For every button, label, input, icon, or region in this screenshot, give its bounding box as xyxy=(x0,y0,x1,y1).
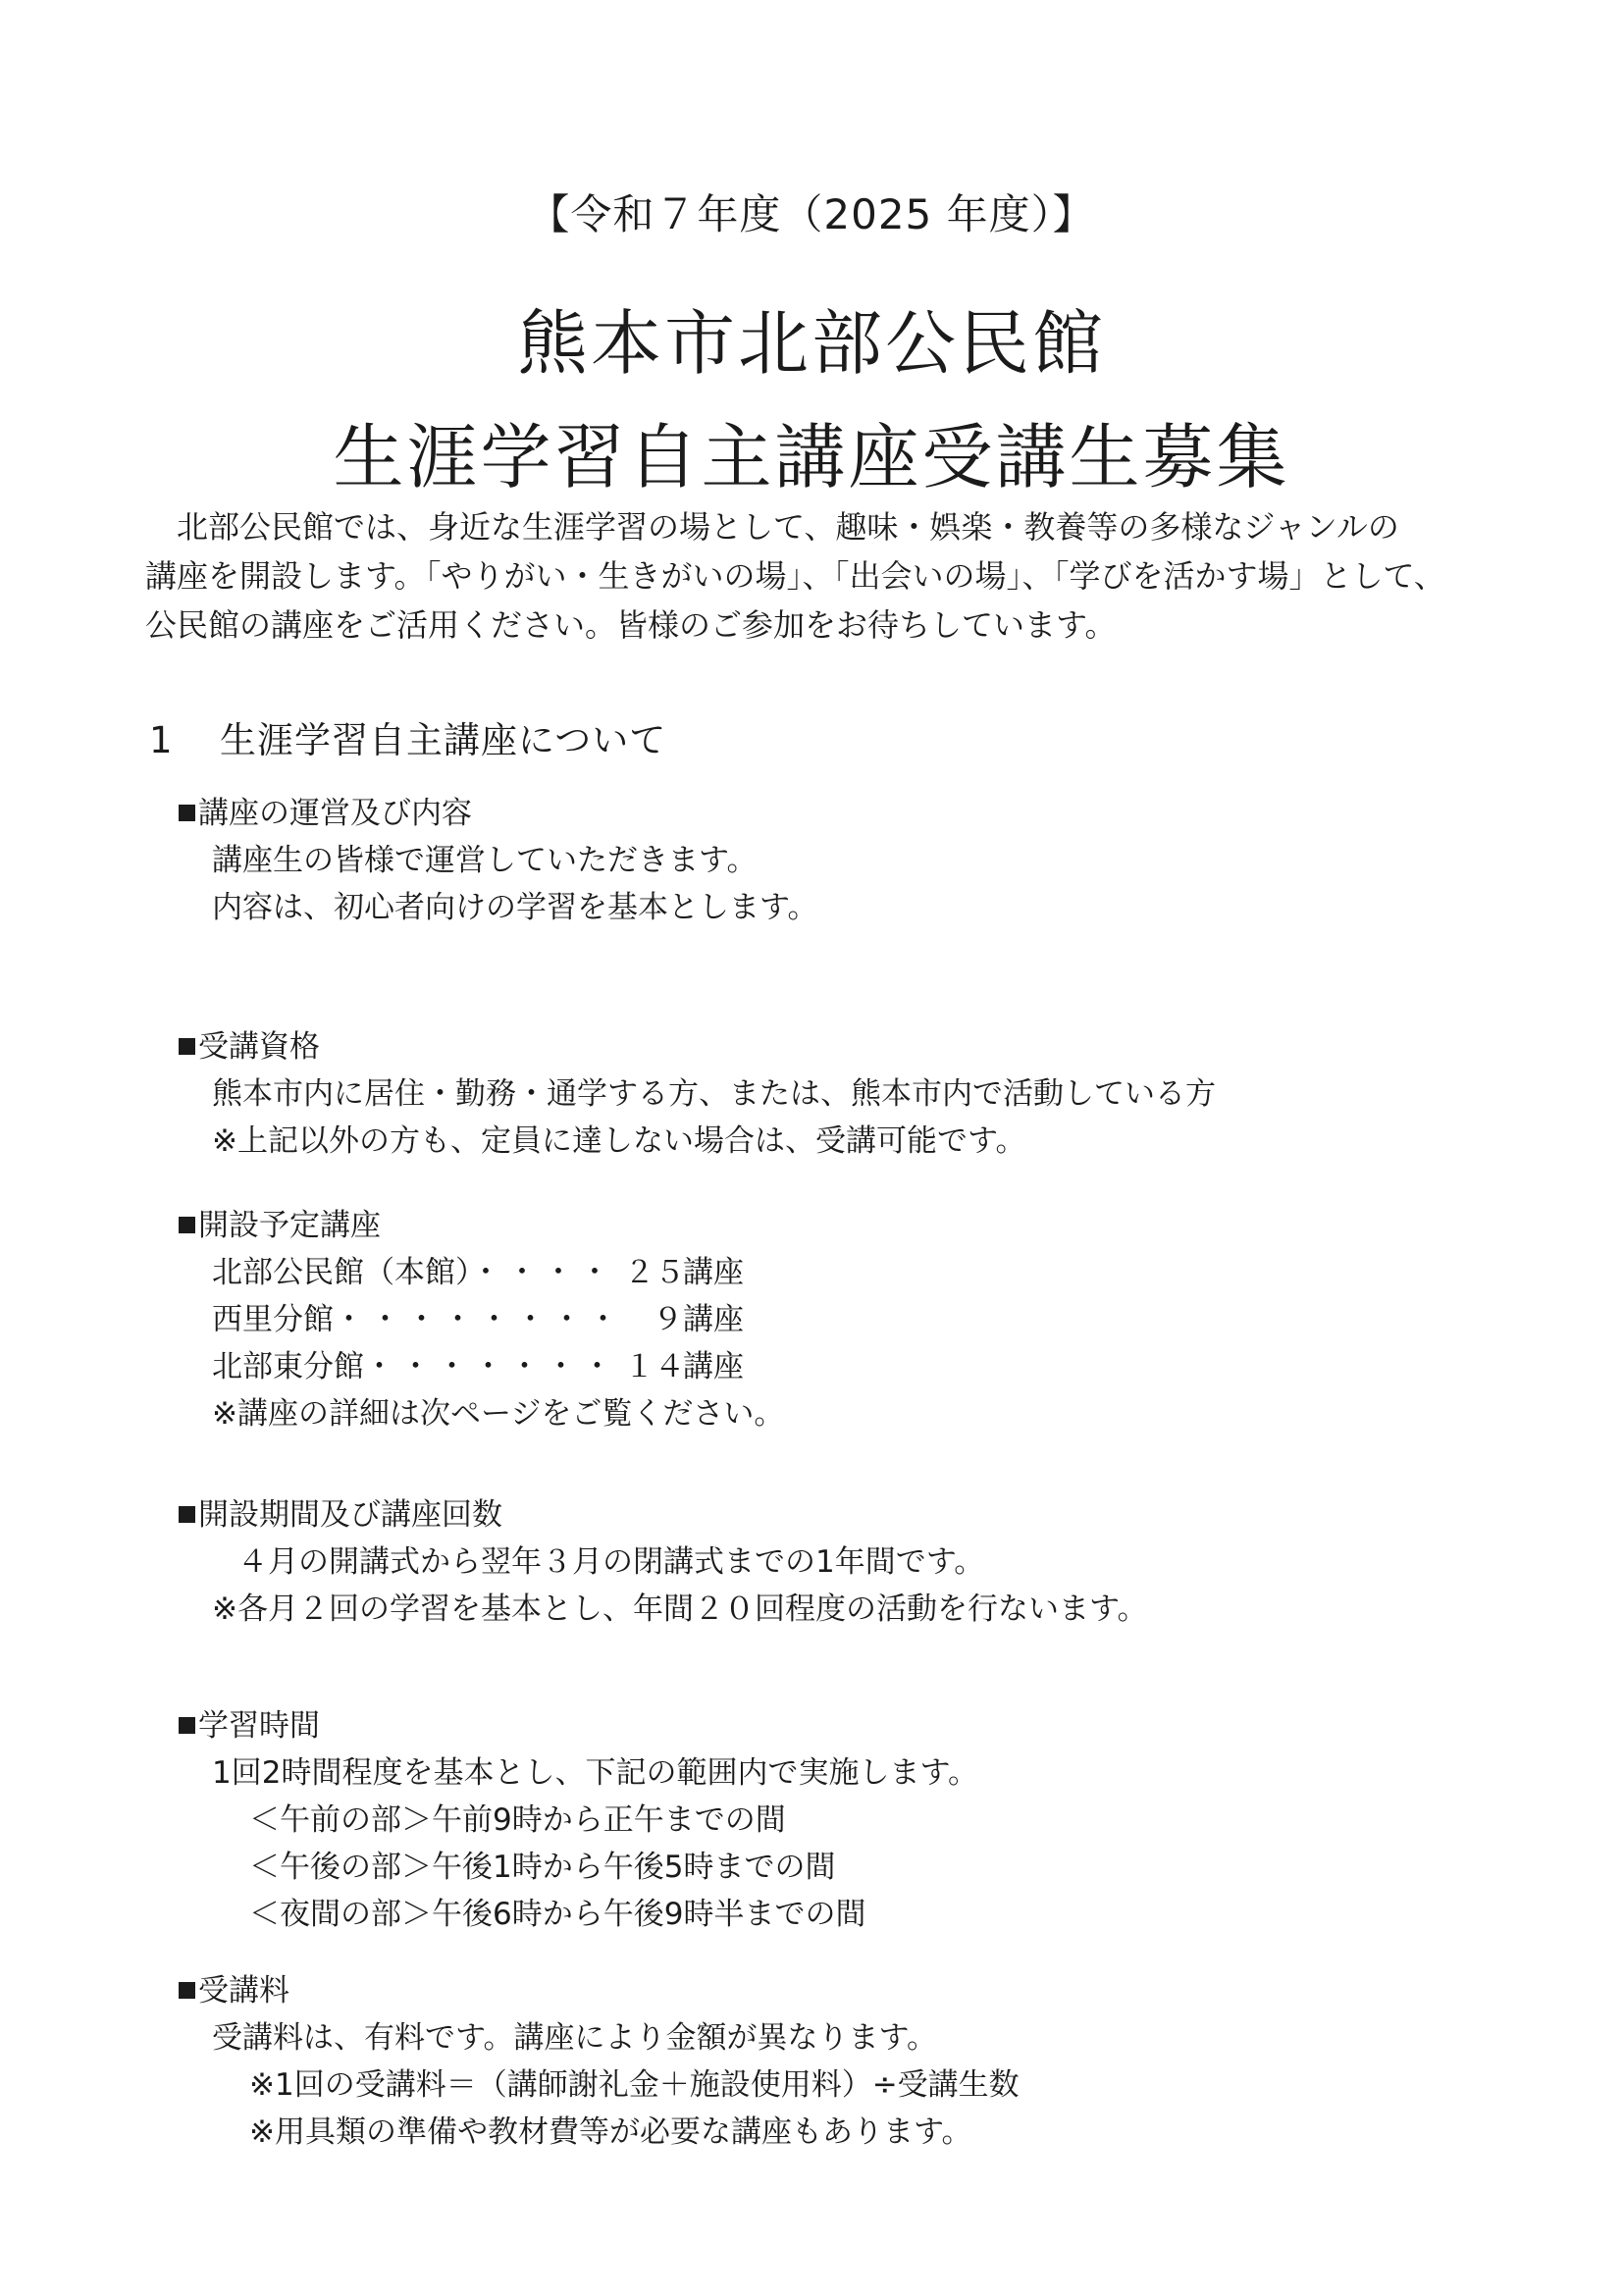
section-number: 1 xyxy=(149,719,174,761)
eligibility-heading xyxy=(179,1023,1216,1070)
eligibility-line-1: 熊本市内に居住・勤務・通学する方、または、熊本市内で活動している方 xyxy=(212,1076,1216,1112)
hours-night: ＜夜間の部＞午後6時から午後9時半までの間 xyxy=(249,1897,866,1932)
intro-line-1: 北部公民館では、身近な生涯学習の場として、趣味・娯楽・教養等の多様なジャンルの xyxy=(177,508,1399,546)
eligibility-heading-text: 受講資格 xyxy=(198,1029,320,1065)
planned-heading xyxy=(179,1202,784,1249)
square-bullet-icon xyxy=(179,1717,195,1734)
course-row xyxy=(179,1296,784,1343)
planned-courses-block xyxy=(179,1202,784,1437)
period-heading-text: 開設期間及び講座回数 xyxy=(198,1497,502,1533)
eligibility-block xyxy=(179,1023,1216,1165)
hours-heading xyxy=(179,1702,978,1749)
fee-line-1: 受講料は、有料です。講座により金額が異なります。 xyxy=(212,2020,938,2056)
fee-line-3: ※用具類の準備や教材費等が必要な講座もあります。 xyxy=(249,2114,972,2150)
section-1-heading xyxy=(149,710,666,763)
hours-afternoon: ＜午後の部＞午後1時から午後5時までの間 xyxy=(249,1850,836,1885)
leader-dots: ・・・・ xyxy=(470,1255,616,1290)
hours-morning: ＜午前の部＞午前9時から正午までの間 xyxy=(249,1802,786,1838)
eligibility-line-2: ※上記以外の方も、定員に達しない場合は、受講可能です。 xyxy=(212,1123,1026,1159)
period-block xyxy=(179,1491,1148,1633)
course-venue-name xyxy=(212,1343,624,1390)
course-count: １４ xyxy=(624,1349,685,1384)
hours-block xyxy=(179,1702,978,1938)
course-unit: 講座 xyxy=(683,1255,744,1290)
course-row xyxy=(179,1249,784,1296)
period-heading xyxy=(179,1491,1148,1539)
fee-heading-text: 受講料 xyxy=(198,1973,289,2009)
intro-line-2: 講座を開設します。「やりがい・生きがいの場」、「出会いの場」、「学びを活かす場」として、 xyxy=(145,557,1445,595)
period-line-1: ４月の開講式から翌年３月の閉講式までの1年間です。 xyxy=(237,1544,985,1580)
square-bullet-icon xyxy=(179,805,195,821)
course-unit: 講座 xyxy=(683,1302,744,1337)
operation-heading xyxy=(179,790,818,837)
square-bullet-icon xyxy=(179,1038,195,1055)
intro-line-3: 公民館の講座をご活用ください。皆様のご参加をお待ちしています。 xyxy=(145,606,1117,644)
course-venue-label: 北部公民館（本館） xyxy=(212,1255,471,1290)
page-title-line-1: 熊本市北部公民館 xyxy=(516,302,1106,385)
hours-line-1: 1回2時間程度を基本とし、下記の範囲内で実施します。 xyxy=(212,1755,978,1791)
course-venue-label: 北部東分館 xyxy=(212,1349,364,1384)
operation-line-1: 講座生の皆様で運営していただきます。 xyxy=(212,843,758,878)
operation-block xyxy=(179,790,818,931)
operation-heading-text: 講座の運営及び内容 xyxy=(198,796,472,831)
leader-dots: ・・・・・・・・ xyxy=(334,1302,624,1337)
square-bullet-icon xyxy=(179,1506,195,1523)
section-title: 生涯学習自主講座について xyxy=(220,719,667,761)
fee-heading xyxy=(179,1967,1020,2014)
course-venue-label: 西里分館 xyxy=(212,1302,334,1337)
fiscal-year-label: 【令和７年度（2025 年度）】 xyxy=(528,190,1095,238)
planned-heading-text: 開設予定講座 xyxy=(198,1208,381,1243)
course-count: ９ xyxy=(653,1302,683,1337)
square-bullet-icon xyxy=(179,1217,195,1233)
leader-dots: ・・・・・・・ xyxy=(364,1349,618,1384)
period-line-2: ※各月２回の学習を基本とし、年間２０回程度の活動を行ないます。 xyxy=(212,1592,1148,1627)
course-count: ２５ xyxy=(624,1255,685,1290)
fee-block xyxy=(179,1967,1020,2156)
planned-note: ※講座の詳細は次ページをご覧ください。 xyxy=(212,1396,785,1432)
course-row xyxy=(179,1343,784,1390)
course-unit: 講座 xyxy=(683,1349,744,1384)
square-bullet-icon xyxy=(179,1982,195,1999)
operation-line-2: 内容は、初心者向けの学習を基本とします。 xyxy=(212,890,818,925)
course-venue-name xyxy=(212,1296,624,1343)
fee-line-2: ※1回の受講料＝（講師謝礼金＋施設使用料）÷受講生数 xyxy=(249,2067,1020,2103)
intro-paragraph xyxy=(145,502,1490,650)
page-title-line-2: 生涯学習自主講座受講生募集 xyxy=(333,416,1290,498)
course-venue-name xyxy=(212,1249,624,1296)
hours-heading-text: 学習時間 xyxy=(198,1708,320,1744)
